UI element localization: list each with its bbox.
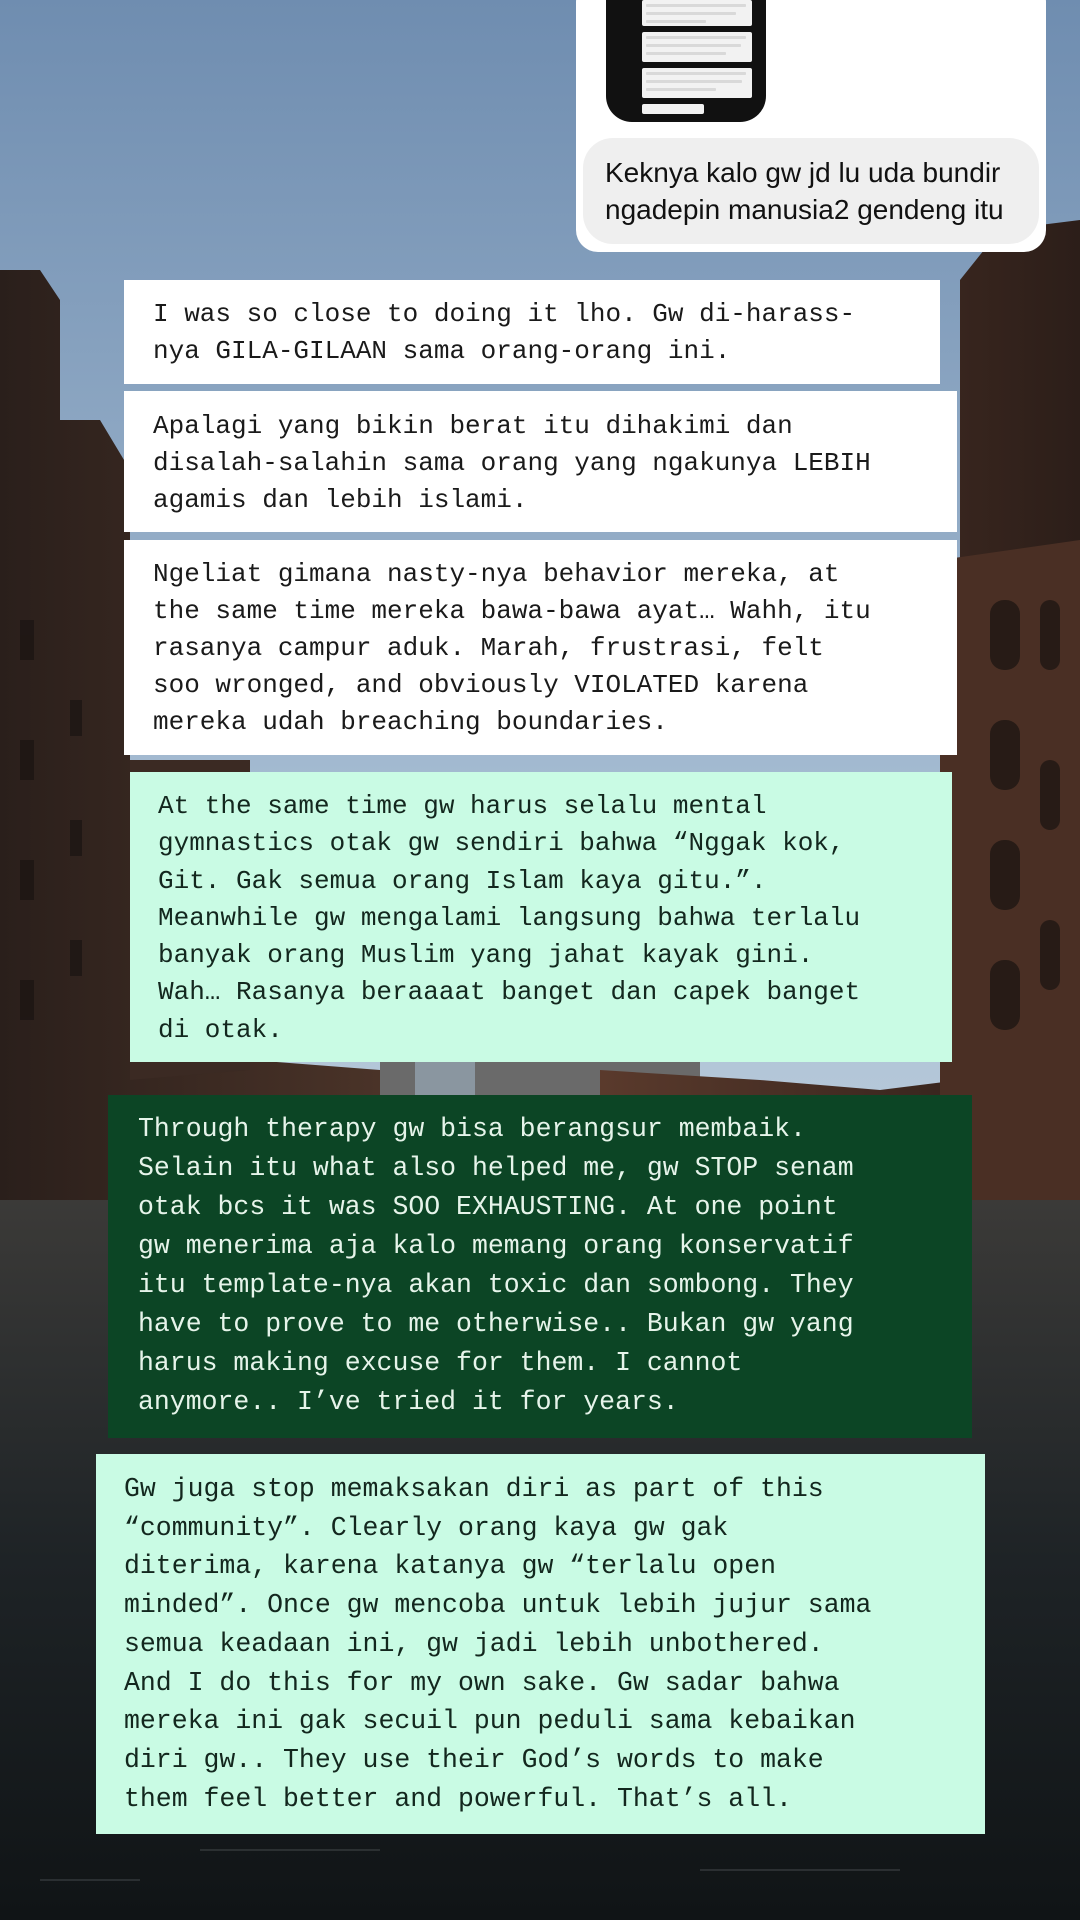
text-line: itu template-nya akan toxic dan sombong. They [138, 1270, 854, 1300]
text-line: Ngeliat gimana nasty-nya behavior mereka, at [153, 559, 840, 589]
text-line: di otak. [158, 1014, 283, 1045]
story-text-block-4 [130, 772, 952, 1062]
text-line: soo wronged, and obviously VIOLATED karena [153, 670, 809, 700]
text-line: “community”. Clearly orang kaya gw gak [124, 1512, 729, 1543]
story-text-block-1 [124, 280, 940, 384]
text-line: banyak orang Muslim yang jahat kayak gini. [158, 940, 814, 971]
text-line: gymnastics otak gw sendiri bahwa “Nggak kok, [158, 828, 845, 859]
text-line: the same time mereka bawa-bawa ayat… Wahh, itu [153, 596, 871, 626]
text-line: At the same time gw harus selalu mental [158, 791, 767, 821]
text-line: Wah… Rasanya beraaaat banget dan capek banget [158, 977, 861, 1008]
text-line: rasanya campur aduk. Marah, frustrasi, felt [153, 633, 824, 663]
text-line: minded”. Once gw mencoba untuk lebih jujur sama [124, 1590, 872, 1621]
text-line: gw menerima aja kalo memang orang konservatif [138, 1231, 854, 1261]
text-line: Meanwhile gw mengalami langsung bahwa terlalu [158, 902, 861, 933]
story-thumbnail[interactable] [606, 0, 766, 122]
text-line: Through therapy gw bisa berangsur membaik. [138, 1114, 806, 1144]
reply-message-bubble [583, 138, 1039, 244]
text-line: mereka udah breaching boundaries. [153, 707, 668, 737]
text-line: And I do this for my own sake. Gw sadar bahwa [124, 1667, 840, 1698]
text-line: diri gw.. They use their God’s words to make [124, 1744, 824, 1775]
reply-text-line: Keknya kalo gw jd lu uda bundir [605, 157, 1001, 188]
text-line: have to prove to me otherwise.. Bukan gw yang [138, 1309, 854, 1339]
story-text-block-6 [96, 1454, 985, 1834]
text-line: them feel better and powerful. That’s all. [124, 1783, 792, 1814]
text-line: harus making excuse for them. I cannot [138, 1348, 743, 1378]
reply-text-line: ngadepin manusia2 gendeng itu [605, 194, 1004, 225]
text-line: nya GILA-GILAAN sama orang-orang ini. [153, 336, 731, 366]
text-line: agamis dan lebih islami. [153, 485, 528, 515]
story-text-block-2 [124, 391, 957, 532]
text-line: mereka ini gak secuil pun peduli sama kebaikan [124, 1706, 856, 1737]
text-line: diterima, karena katanya gw “terlalu open [124, 1551, 777, 1582]
text-line: Selain itu what also helped me, gw STOP senam [138, 1153, 854, 1183]
reply-card[interactable] [576, 0, 1046, 252]
text-line: disalah-salahin sama orang yang ngakunya LEBIH [153, 448, 871, 478]
text-line: Gw juga stop memaksakan diri as part of this [124, 1474, 824, 1504]
text-line: Git. Gak semua orang Islam kaya gitu.”. [158, 865, 767, 896]
text-line: Apalagi yang bikin berat itu dihakimi dan [153, 411, 793, 441]
text-line: anymore.. I’ve tried it for years. [138, 1387, 679, 1417]
text-line: I was so close to doing it lho. Gw di-harass- [153, 299, 856, 329]
text-line: semua keadaan ini, gw jadi lebih unbothered. [124, 1628, 824, 1659]
story-text-block-3 [124, 540, 957, 755]
story-text-block-5 [108, 1095, 972, 1438]
text-line: otak bcs it was SOO EXHAUSTING. At one point [138, 1192, 838, 1222]
